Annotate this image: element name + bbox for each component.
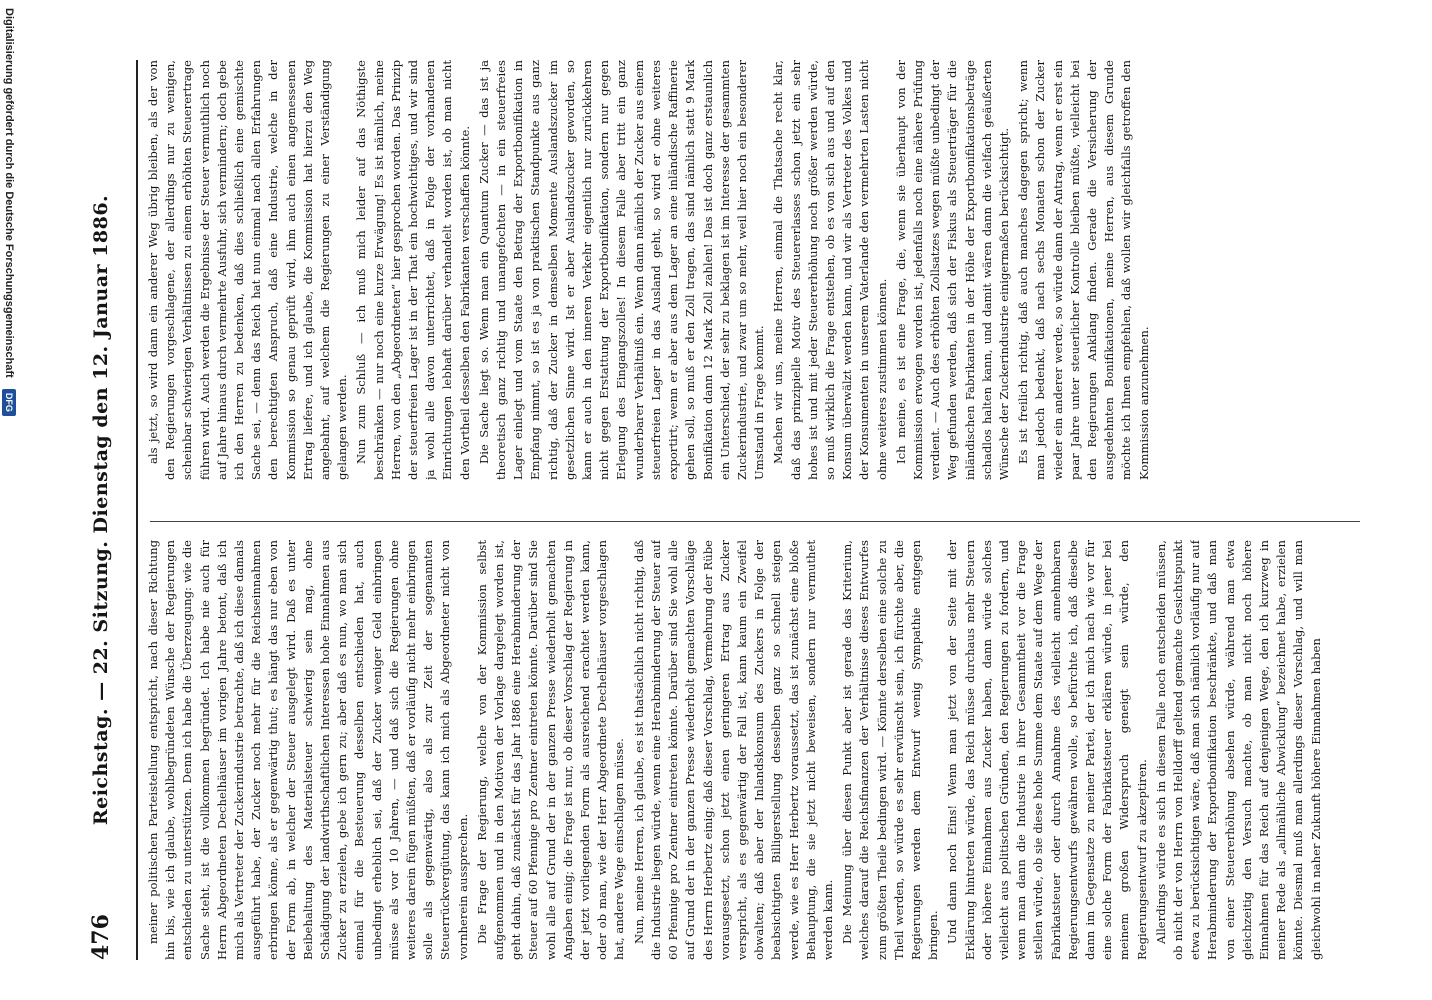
- paragraph: Die Sache liegt so. Wenn man ein Quantum Zucker — das ist ja theoretisch ganz richtig und unangefochten — in ein steuerfreies Lager einlegt und vom Staate den Betrag der Exportbonifikation in Empfang nimmt, so ist es ja von praktischen Standpunkte aus ganz richtig, daß der Zucker in demselben Momente Auslandszucker im gesetzlichen Sinne wird. Ist er aber Auslandszucker geworden, so kann er auch in den inneren Verkehr eigentlich nur zurückkehren nicht gegen Erstattung der Exportbonifikation, sondern nur gegen Erlegung des Eingangszolles! In diesem Falle aber tritt ein ganz wunderbarer Verhältniß ein. Wenn dann nämlich der Zucker aus einem steuerfreien Lager in das Ausland geht, so wird er ohne weiteres exportirt; wenn er aber aus dem Lager an eine inländische Raffinerie gehen soll, so muß er den Zoll tragen, das sind nämlich statt 9 Mark Bonifikation dann 12 Mark Zoll zahlen! Das ist doch ganz erstaunlich ein Unterschied, der sehr zu beklagen ist im Interesse der gesammten Zuckerindustrie, und zwar um so mehr, weil hier noch ein besonderer Umstand in Frage kommt.: [476, 60, 767, 480]
- page-number: 476: [88, 914, 114, 960]
- paragraph: meiner politischen Parteistellung entspricht, nach dieser Richtung hin bis, wie ich glaube, wohlbegründeten Wünsche der Regierungen entschieden zu unterstützen. Denn ich habe die Überzeugung: wie die Sache steht, ist die vollkommen begründet. Ich habe nie auch für Herrn Abgeordneten Dechelhäuser im vorigen Jahre betont, daß ich mich als Vertreter der Zuckerindustrie betrachte, daß ich diese damals ausgeführt habe, der Zucker noch mehr für die Reichseinnahmen erbringen könne, als er gegenwärtig thut; es hängt das nur eben von der Form ab, in welcher der Steuer ausgelegt wird. Daß es unter Beibehaltung des Materialsteuer schwierig sein mag, ohne Schädigung der landwirthschaftlichen Interessen hohe Einnahmen aus Zucker zu erzielen, gebe ich gern zu; aber daß es nun, wo man sich einmal für die Besteuerung desselben entschieden hat, auch unbedingt erheblich sei, daß der Zucker weniger Geld einbringen müsse als vor 10 Jahren, — und daß sich die Regierungen ohne weiteres darein fügen müßten, daß er vorläufig nicht mehr einbringen solle als gegenwärtig, also als zur Zeit der sogenannten Steuerrückvergütung, das kann ich mich als Abgeordneter nicht von vornherein aussprechen.: [146, 540, 470, 960]
- paragraph: Machen wir uns, meine Herren, einmal die Thatsache recht klar, daß das prinzipielle Motiv des Steuererlasses schon jetzt ein sehr hohes ist und mit jeder Steuererhöhung noch größer werden würde, so muß wirklich die Frage entstehen, ob es von sich aus und auf den Konsum überwälzt werden kann, und wir als Vertreter des Volkes und der Konsumenten in unserem Vaterlande den vermehrten Lasten nicht ohne weiteres zustimmen können.: [771, 60, 889, 480]
- header-rule: [136, 60, 138, 960]
- dfg-logo-icon: DFG: [2, 389, 16, 416]
- paragraph: Die Meinung über diesen Punkt aber ist gerade das Kriterium, welches darauf die Reichsfinanzen der Verhältnisse dieses Entwurfes zum größten Theile bedingen wird. — Könnte derselben eine solche zu Theil werden, so würde es sehr erwünscht sein, ich fürchte aber, die Regierungen werden dem Entwurf wenig Sympathie entgegen bringen.: [840, 540, 941, 960]
- column-divider: [150, 521, 1360, 522]
- text-column-right: [145, 60, 1375, 480]
- digitization-credit: [2, 8, 24, 992]
- paragraph: Die Frage der Regierung, welche von der Kommission selbst aufgenommen und in den Motiven der Vorlage dargelegt worden ist, geht dahin, daß zunächst für das Jahr 1886 eine Herabminderung der Steuer auf 60 Pfennige pro Zentner eintreten könnte. Darüber sind Sie wohl alle auf Grund der in der ganzen Presse wiederholt gemachten Angaben einig; die Frage ist nur, ob dieser Vorschlag der Regierung in der jetzt vorliegenden Form als ausreichend erachtet werden kann, oder ob man, wie der Herr Abgeordnete Dechelhäuser vorgeschlagen hat, andere Wege einschlagen müsse.: [474, 540, 627, 960]
- credit-text: Digitalisierung gefördert durch die Deutsche Forschungsgemeinschaft: [3, 8, 15, 378]
- paragraph: Es ist freilich richtig, daß auch manches dagegen spricht; wenn man jedoch bedenkt, daß nach sechs Monaten schon der Zucker wieder ein anderer werde, so würde dann der Antrag, wenn er erst ein paar Jahre unter steuerlicher Kontrolle bleiben müßte, vielleicht bei den Regierungen Anklang finden. Gerade die Versicherung der ausgedehnten Bonifikationen, meine Herren, aus diesem Grunde möchte ich Ihnen empfehlen, daß wollen wir gleichfalls getroffen den Kommission anzunehmen.: [1016, 60, 1151, 480]
- paragraph: Nun zum Schluß — ich muß mich leider auf das Nöthigste beschränken — nur noch eine kurze Erwägung! Es ist nämlich, meine Herren, von den „Abgeordneten“ hier gesprochen worden. Das Prinzip der steuerfreien Lager ist in der That ein hochwichtiges, und wir sind ja wohl alle davon unterrichtet, daß in Folge der vorhandenen Einrichtungen lebhaft darüber verhandelt worden ist, ob man nicht den Vortheil desselben den Fabrikanten verschaffen könnte.: [354, 60, 472, 480]
- paragraph: als jetzt, so wird dann ein anderer Weg übrig bleiben, als der von den Regierungen vorgeschlagene, der allerdings nur zu wenigen, scheinbar schwierigen Verhältnissen zu einem erhöhten Steuerertrage führen wird. Auch werden die Ergebnisse der Steuer vermuthlich noch auf Jahre hinaus durch vermehrte Ausfuhr, sich vermindern; doch gebe ich den Herren zu bedenken, daß dies schließlich eine gemischte Sache sei, — denn das Reich hat nun einmal nach allen Erfahrungen den berechtigten Anspruch, daß eine Industrie, welche in der Kommission so genau geprüft wird, ihm auch einen angemessenen Ertrag liefere, und ich glaube, die Kommission hat hierzu den Weg angebahnt, auf welchem die Regierungen zu einer Verständigung gelangen werden.: [146, 60, 350, 480]
- running-title: Reichstag. — 22. Sitzung. Dienstag den 12. Januar 1886.: [90, 194, 112, 826]
- paragraph: Nun, meine Herren, ich glaube, es ist thatsächlich nicht richtig, daß die Industrie liegen würde, wenn eine Herabminderung der Steuer auf 60 Pfennige pro Zentner eintreten könnte. Darüber sind Sie wohl alle auf Grund der in der ganzen Presse wiederholt gemachten Vorschläge des Herrn Herbertz einig; daß dieser Vorschlag, Vermehrung der Rübe vorausgesetzt, schon jetzt einen geringeren Ertrag aus Zucker verspricht, als es gegenwärtig der Fall ist, kann kaum ein Zweifel obwalten; daß aber der Inlandskonsum des Zuckers in Folge der beabsichtigten Billigerstellung desselben ganz so schnell steigen werde, wie es Herr Herbertz voraussetzt, das ist zunächst eine bloße Behauptung, die sie jetzt nicht beweisen, sondern nur vermuthet werden kann.: [631, 540, 835, 960]
- page-header: [80, 60, 132, 960]
- text-column-left: [145, 540, 1375, 960]
- paragraph: Allerdings würde es sich in diesem Falle noch entscheiden müssen, ob nicht der von Herrn von Helldorff geltend gemachte Gesichtspunkt etwa zu berücksichtigen wäre, daß man sich nämlich vorläufig nur auf Herabminderung der Exportbonifikation beschränkte, und daß man von einer Steuererhöhung absehen würde, während man etwa gleichzeitig den Versuch machte, ob man nicht noch höhere Einnahmen für das Reich auf denjenigen Wege, den ich kurzweg in meiner Rede als „allmähliche Abwicklung“ bezeichnet habe, erzielen könnte. Diesmal muß man allerdings dieser Vorschlag, und will man gleichwohl in naher Zukunft höhere Einnahmen haben: [1153, 540, 1323, 960]
- paragraph: Ich meine, es ist eine Frage, die, wenn sie überhaupt von der Kommission erwogen worden ist, jedenfalls noch eine nähere Prüfung verdient. — Auch des erhöhten Zollsatzes wegen müßte unbedingt der Weg gefunden werden, daß sich der Fiskus als Steuerträger für die inländischen Fabrikanten in der Höhe der Exportbonifikationsbeträge schadlos halten kann, und damit wären dann die vielfach geäußerten Wünsche der Zuckerindustrie einigermaßen berücksichtigt.: [893, 60, 1011, 480]
- paragraph: Und dann noch Eins! Wenn man jetzt von der Seite mit der Erklärung hintreten würde, das Reich müsse durchaus mehr Steuern oder höhere Einnahmen aus Zucker haben, dann würde solches vielleicht aus politischen Gründen, den Regierungen zu fordern, und wenn man dann die Industrie in ihrer Gesammtheit vor die Frage stellen würde, ob sie diese hohe Summe dem Staate auf dem Wege der Fabrikatsteuer oder durch Annahme des vielleicht annehmbaren Regierungsentwurfs gewähren wolle, so befürchte ich, daß dieselbe dann im Gegensatze zu meiner Partei, der ich mich nach wie vor für eine solche Form der Fabrikatsteuer erklären würde, in jener bei meinem großen Widerspruch geneigt sein würde, den Regierungsentwurf zu akzeptiren.: [945, 540, 1149, 960]
